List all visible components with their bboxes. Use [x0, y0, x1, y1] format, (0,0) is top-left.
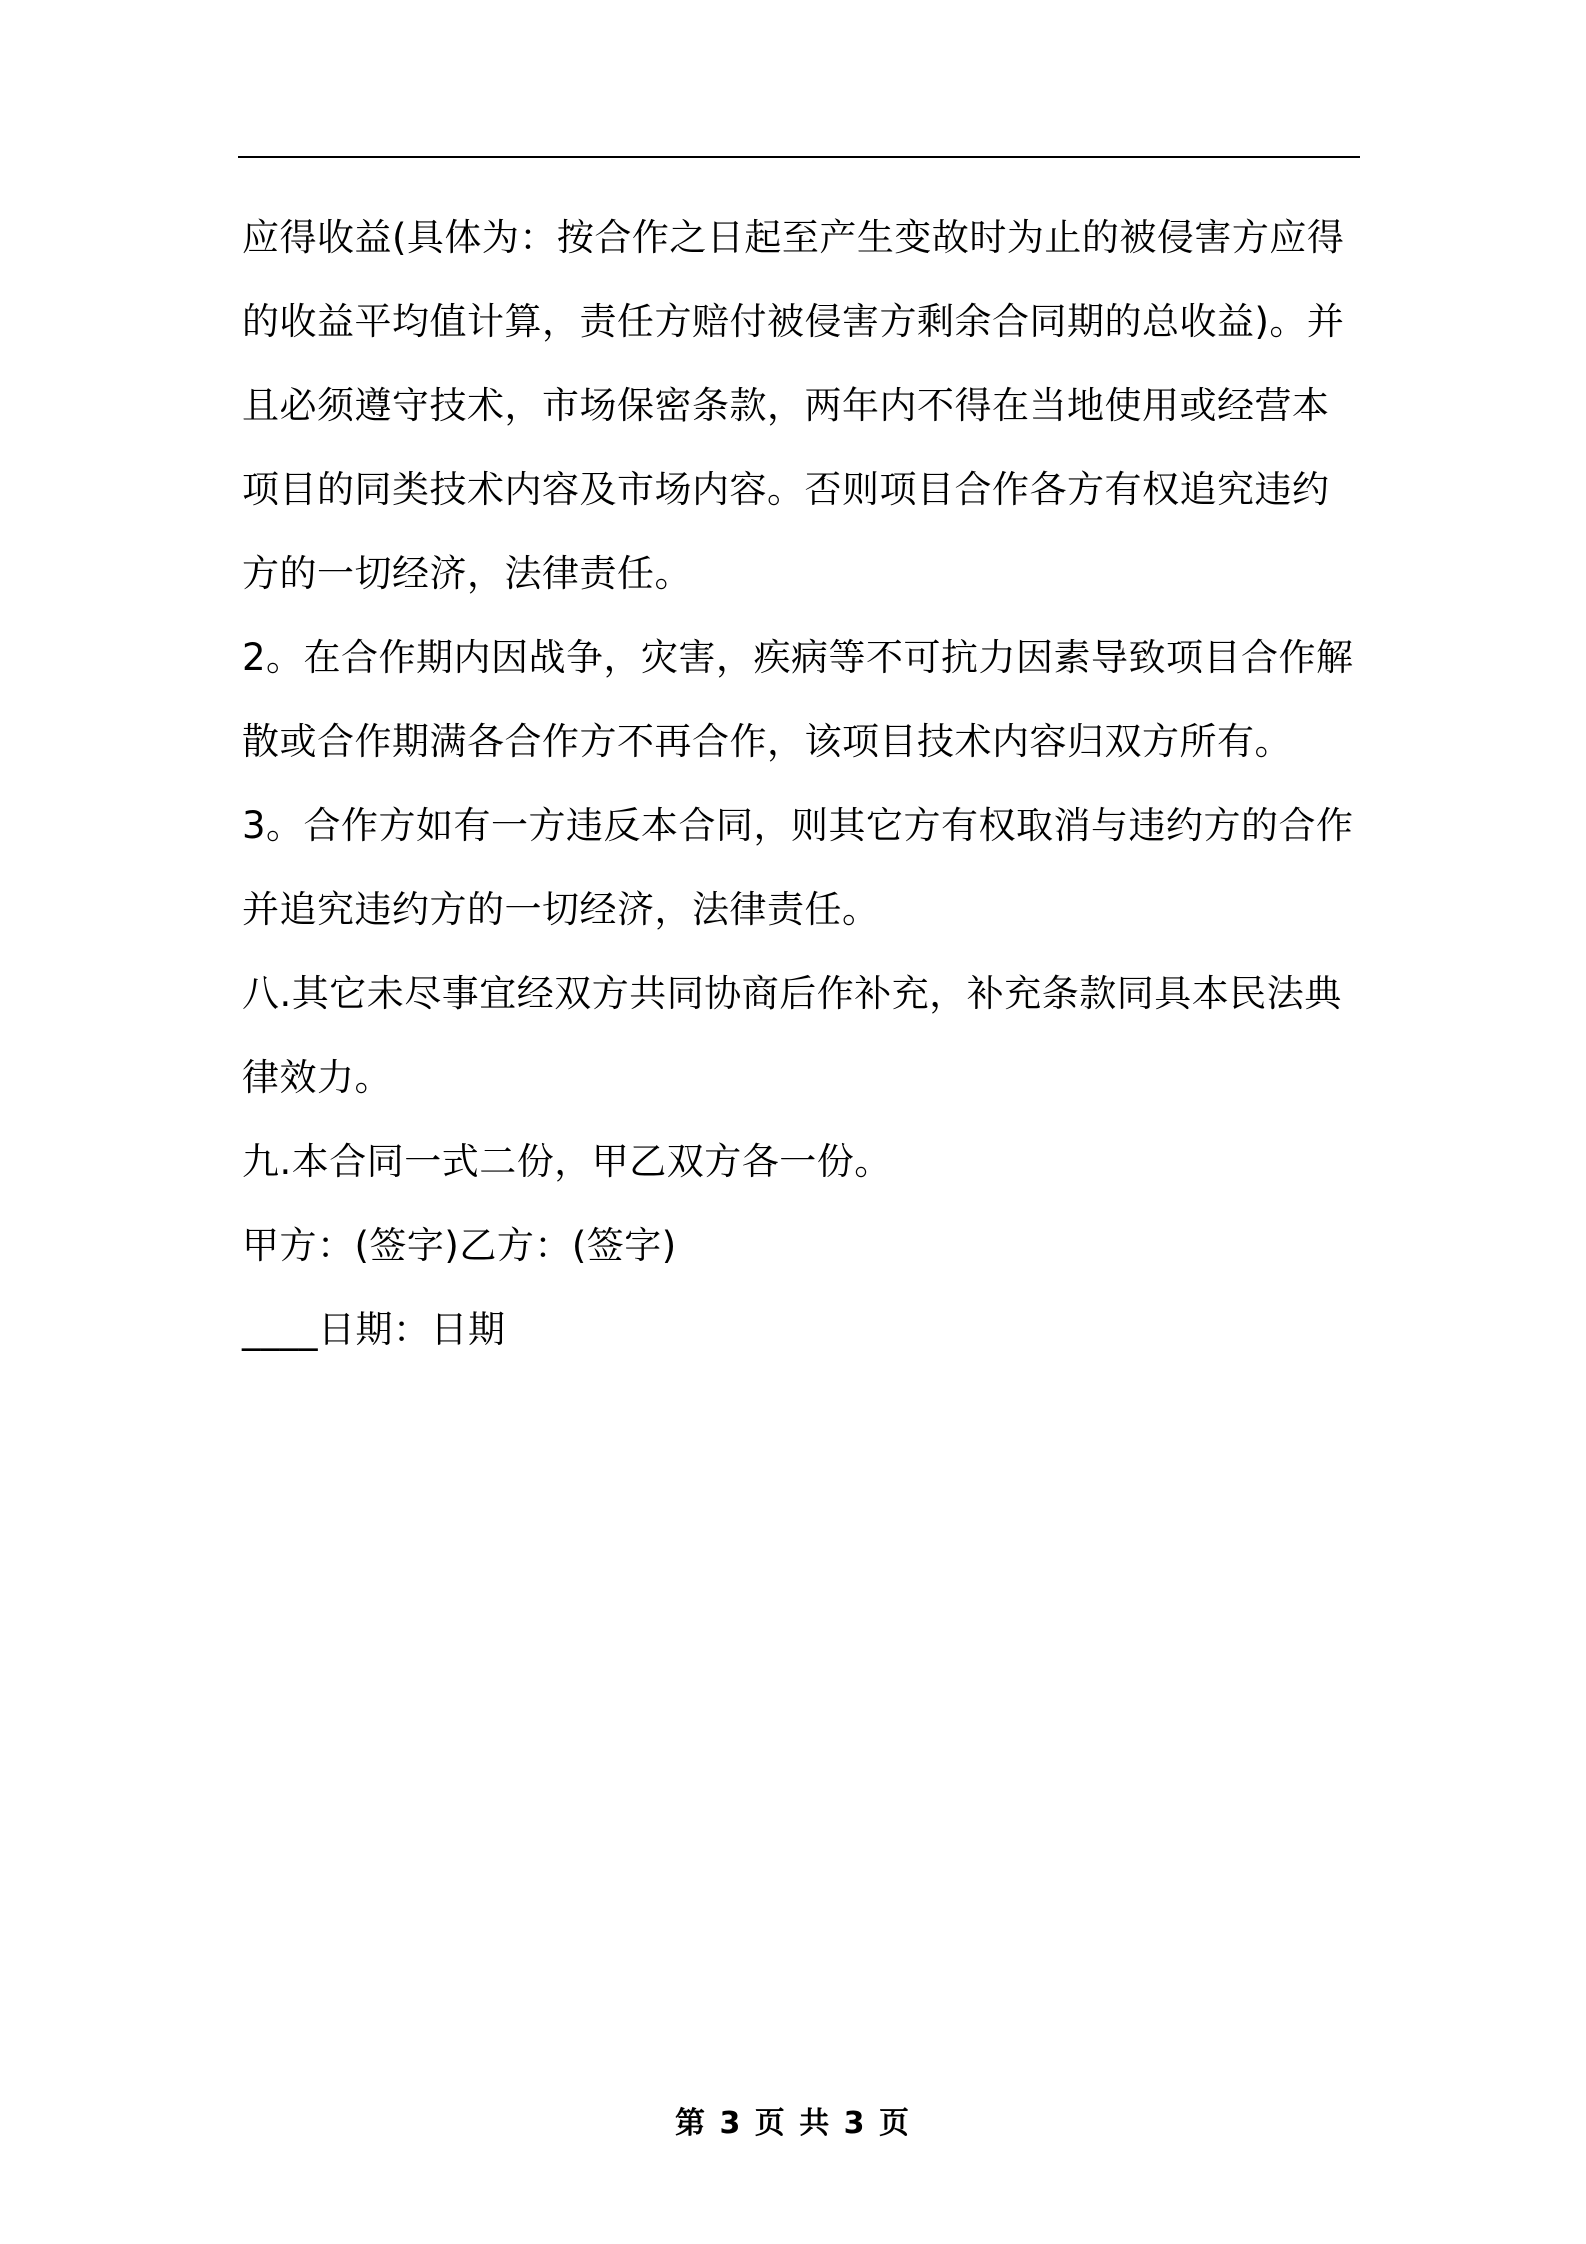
paragraph-breach-clause: 3。合作方如有一方违反本合同，则其它方有权取消与违约方的合作并追究违约方的一切经济，法律责任。 [242, 804, 1354, 931]
signature-line: 甲方：(签字)乙方：(签字) [242, 1224, 677, 1267]
header-rule [238, 156, 1360, 158]
date-line: ____日期：日期 [242, 1308, 506, 1351]
document-body [242, 196, 1360, 1372]
page-footer: 第 3 页 共 3 页 [675, 2106, 911, 2141]
paragraph-copies-clause: 九.本合同一式二份，甲乙双方各一份。 [242, 1140, 892, 1183]
paragraph-supplementary-clause: 八.其它未尽事宜经双方共同协商后作补充，补充条款同具本民法典律效力。 [242, 972, 1342, 1099]
paragraph-force-majeure-clause: 2。在合作期内因战争，灾害，疾病等不可抗力因素导致项目合作解散或合作期满各合作方不再合作，该项目技术内容归双方所有。 [242, 636, 1354, 763]
paragraph-compensation-clause: 应得收益(具体为：按合作之日起至产生变故时为止的被侵害方应得的收益平均值计算，责任方赔付被侵害方剩余合同期的总收益)。并且必须遵守技术，市场保密条款，两年内不得在当地使用或经营本项目的同类技术内容及市场内容。否则项目合作各方有权追究违约方的一切经济，法律责任。 [242, 216, 1345, 595]
